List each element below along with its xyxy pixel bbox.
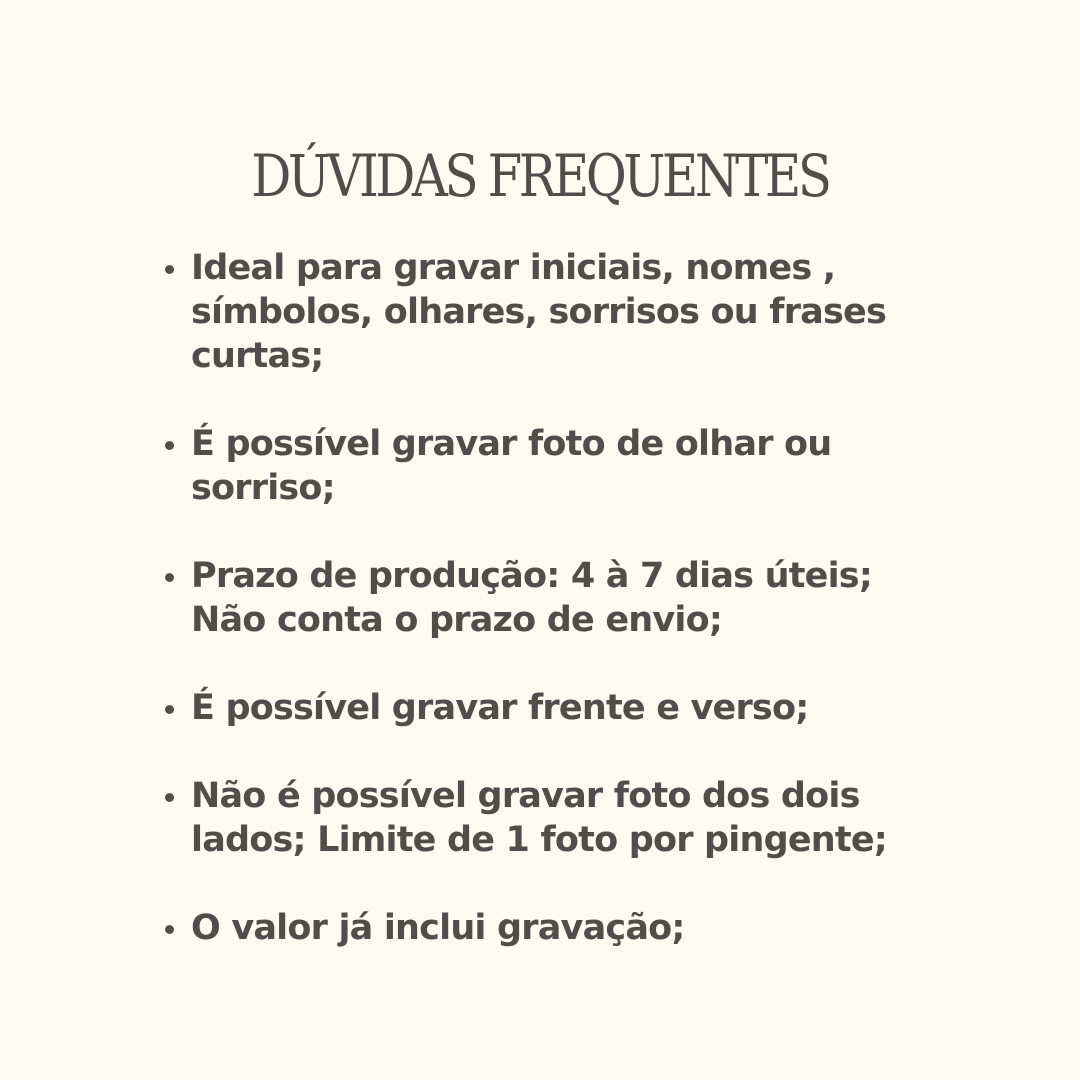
faq-item-line: Não conta o prazo de envio;	[191, 600, 723, 640]
faq-item-line: Prazo de produção: 4 à 7 dias úteis;	[191, 556, 873, 596]
faq-item-line: O valor já inclui gravação;	[191, 908, 685, 948]
faq-item-line: curtas;	[191, 336, 324, 376]
faq-item-line: Não é possível gravar foto dos dois	[191, 776, 860, 816]
faq-item-production-time	[158, 554, 1018, 642]
faq-item-line: É possível gravar frente e verso;	[191, 688, 809, 728]
faq-item-line: lados; Limite de 1 foto por pingente;	[191, 820, 887, 860]
faq-item-both-sides	[158, 686, 1018, 730]
faq-item-photo-engraving	[158, 422, 1018, 510]
faq-item-line: sorriso;	[191, 468, 335, 508]
faq-list	[158, 246, 1018, 994]
page-title: DÚVIDAS FREQUENTES	[251, 142, 829, 210]
faq-item-line: símbolos, olhares, sorrisos ou frases	[191, 292, 886, 332]
faq-item-line: Ideal para gravar iniciais, nomes ,	[191, 248, 836, 288]
faq-item-photo-limit	[158, 774, 1018, 862]
faq-item-engraving-ideas	[158, 246, 1018, 378]
faq-item-price-includes	[158, 906, 1018, 950]
faq-item-line: É possível gravar foto de olhar ou	[191, 424, 832, 464]
